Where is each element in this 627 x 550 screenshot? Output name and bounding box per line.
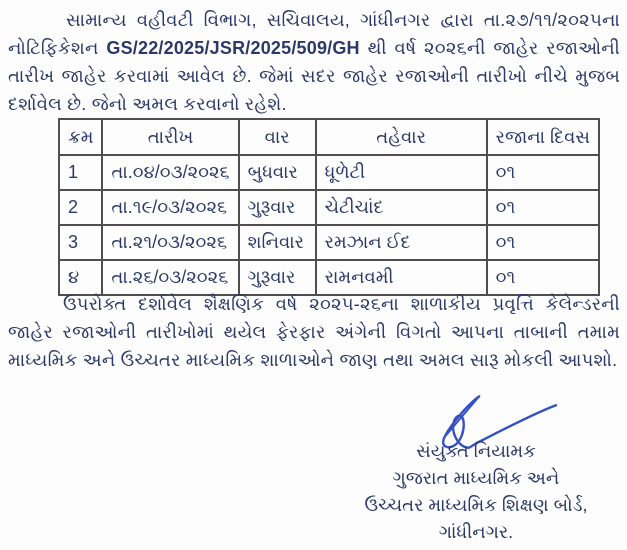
header-date: તારીખ [102, 119, 238, 155]
cell-weekday: બુધવાર [239, 155, 316, 190]
cell-festival: રામનવમી [316, 260, 487, 295]
signatory-title: સંયુક્ત નિયામક [416, 441, 536, 461]
cell-holiday-days: ૦૧ [487, 260, 599, 295]
table-header-row [59, 119, 599, 155]
cell-weekday: શનિવાર [239, 225, 316, 260]
header-serial: ક્રમ [59, 119, 102, 155]
cell-serial: 3 [59, 225, 102, 260]
table-row [59, 225, 599, 260]
signatory-org-2: ઉચ્ચતર માધ્યમિક શિક્ષણ બોર્ડ, [364, 495, 588, 515]
cell-holiday-days: ૦૧ [487, 155, 599, 190]
table-row [59, 190, 599, 225]
opening-paragraph-text-before: સામાન્ય વહીવટી વિભાગ, સચિવાલય, ગાંધીનગર દ્વારા તા.૨૭/૧૧/૨૦૨૫ના નોટિફિકેશન [8, 10, 620, 58]
cell-date: તા.૦૪/૦૩/૨૦૨૬ [102, 155, 238, 190]
header-festival: તહેવાર [316, 119, 487, 155]
cell-weekday: ગુરૂવાર [239, 260, 316, 295]
cell-date: તા.૧૯/૦૩/૨૦૨૬ [102, 190, 238, 225]
signatory-org-1: ગુજરાત માધ્યમિક અને [392, 468, 560, 488]
signatory-place: ગાંધીનગર. [438, 522, 514, 542]
cell-weekday: ગુરૂવાર [239, 190, 316, 225]
header-weekday: વાર [239, 119, 316, 155]
header-holiday-days: રજાના દિવસ [487, 119, 599, 155]
cell-date: તા.૨૬/૦૩/૨૦૨૬ [102, 260, 238, 295]
cell-festival: ચેટીચાંદ [316, 190, 487, 225]
opening-paragraph [8, 6, 620, 118]
opening-paragraph-text-after: થી વર્ષ ૨૦૨૬ની જાહેર રજાઓની તારીખ જાહેર કરવામાં આવેલ છે. જેમાં સદર જાહેર રજાઓની તારીખો નીચે મુજબ દર્શાવેલ છે. જેનો અમલ કરવાનો રહેશે. [8, 38, 620, 114]
signature-block [330, 438, 622, 546]
table-row [59, 155, 599, 190]
cell-holiday-days: ૦૧ [487, 190, 599, 225]
cell-date: તા.૨૧/૦૩/૨૦૨૬ [102, 225, 238, 260]
closing-paragraph: ઉપરોક્ત દર્શાવેલ શૈક્ષણિક વર્ષ ૨૦૨૫-૨૬ના શાળાકીય પ્રવૃત્તિ કેલેન્ડરની જાહેર રજાઓની તારીખોમાં થયેલ ફેરફાર અંગેની વિગતો આપના તાબાની તમામ માધ્યમિક અને ઉચ્ચતર માધ્યમિક શાળાઓને જાણ તથા અમલ સારૂ મોકલી આપશો. [8, 294, 620, 370]
holiday-table [58, 118, 600, 296]
cell-serial: 2 [59, 190, 102, 225]
cell-serial: 1 [59, 155, 102, 190]
cell-holiday-days: ૦૧ [487, 225, 599, 260]
cell-festival: રમઝાન ઈદ [316, 225, 487, 260]
notification-number: GS/22/2025/JSR/2025/509/GH [106, 38, 360, 58]
cell-festival: ધૂળેટી [316, 155, 487, 190]
cell-serial: ૪ [59, 260, 102, 295]
